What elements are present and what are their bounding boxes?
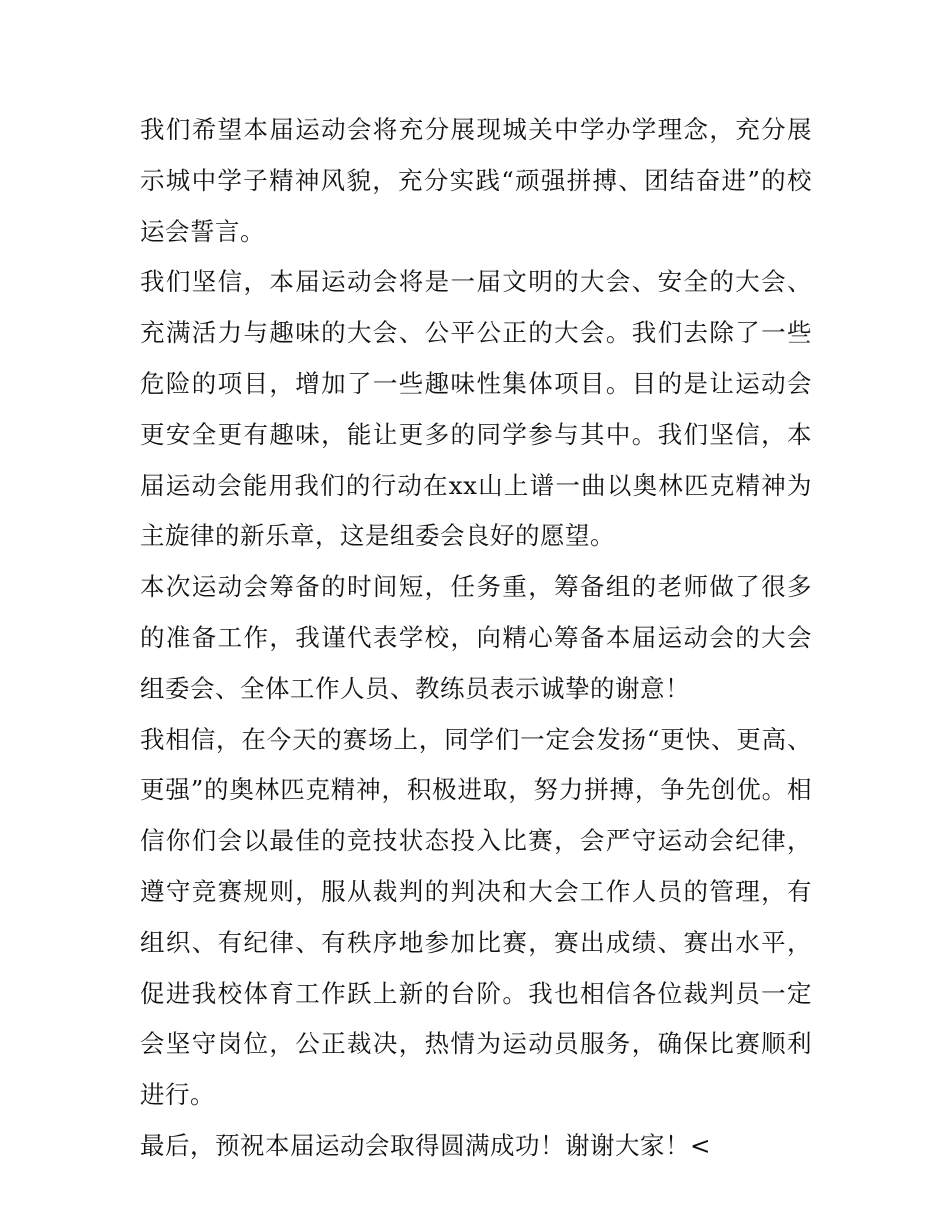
paragraph-belief: 我们坚信，本届运动会将是一届文明的大会、安全的大会、充满活力与趣味的大会、公平公正的大会。我们去除了一些危险的项目，增加了一些趣味性集体项目。目的是让运动会更安全更有趣味，能让更多的同学参与其中。我们坚信，本届运动会能用我们的行动在xx山上谱一曲以奥林匹克精神为主旋律的新乐章，这是组委会良好的愿望。	[140, 267, 812, 551]
paragraph-closing: 最后，预祝本届运动会取得圆满成功！谢谢大家！<	[140, 1130, 712, 1160]
paragraph-thanks: 本次运动会筹备的时间短，任务重，筹备组的老师做了很多的准备工作，我谨代表学校，向精心筹备本届运动会的大会组委会、全体工作人员、教练员表示诚挚的谢意！	[140, 572, 812, 703]
document-body	[140, 105, 812, 1172]
paragraph-confidence: 我相信，在今天的赛场上，同学们一定会发扬“更快、更高、更强”的奥林匹克精神，积极进取，努力拼搏，争先创优。相信你们会以最佳的竞技状态投入比赛，会严守运动会纪律，遵守竞赛规则，服从裁判的判决和大会工作人员的管理，有组织、有纪律、有秩序地参加比赛，赛出成绩、赛出水平，促进我校体育工作跃上新的台阶。我也相信各位裁判员一定会坚守岗位，公正裁决，热情为运动员服务，确保比赛顺利进行。	[140, 724, 812, 1110]
paragraph-hope: 我们希望本届运动会将充分展现城关中学办学理念，充分展示城中学子精神风貌，充分实践“顽强拼搏、团结奋进”的校运会誓言。	[140, 115, 812, 246]
